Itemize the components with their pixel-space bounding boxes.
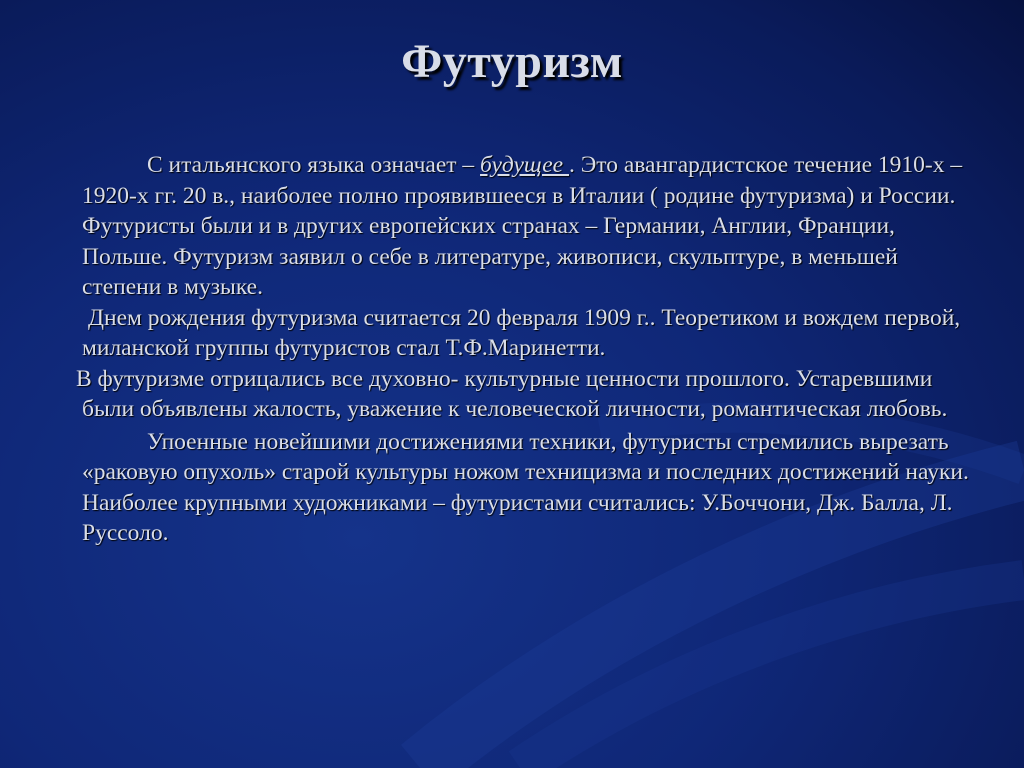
slide-body xyxy=(76,150,982,549)
paragraph-2: Днем рождения футуризма считается 20 февраля 1909 г.. Теоретиком и вождем первой, миланской группы футуристов стал Т.Ф.Маринетти. xyxy=(82,304,961,361)
paragraph-4: Упоенные новейшими достижениями техники, футуристы стремились вырезать «раковую опухоль» старой культуры ножом техницизма и последних достижений науки. Наиболее крупными художниками – футуристами считались: У.Боччони, Дж. Балла, Л. Руссоло. xyxy=(82,428,969,546)
paragraph-1-start: С итальянского языка означает – xyxy=(147,152,481,178)
paragraph-1 xyxy=(82,150,982,303)
paragraph-3: В футуризме отрицались все духовно- культурные ценности прошлого. Устаревшими были объявлены жалость, уважение к человеческой личности, романтическая любовь. xyxy=(76,365,948,422)
slide-title: Футуризм xyxy=(401,35,623,88)
emphasized-word: будущее xyxy=(480,152,569,178)
paragraph-1-rest: . Это авангардистское течение 1910-х – 1920-х гг. 20 в., наиболее полно проявившееся в Италии ( родине футуризма) и России. Футуристы были и в других европейских странах – Германии, Англии, Франции, Польше. Футуризм заявил о себе в литературе, живописи, скульптуре, в меньшей степени в музыке. xyxy=(82,152,963,300)
